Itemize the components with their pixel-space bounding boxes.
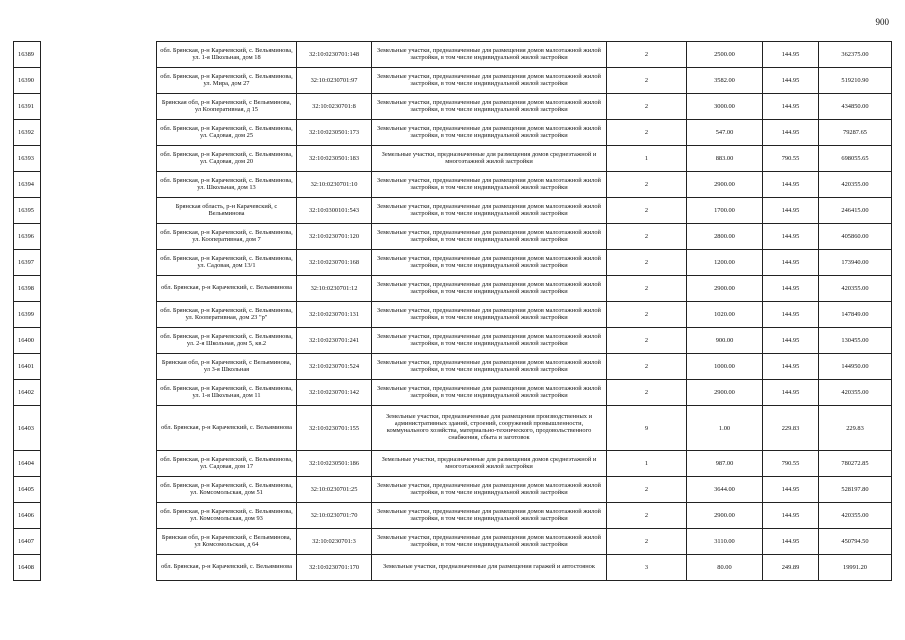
cell-spacer [41,120,157,146]
table-row [14,477,892,503]
cell-rate: 144.95 [763,198,819,224]
cell-cadastral-number: 32:10:0230701:97 [297,68,372,94]
cell-permitted-use: Земельные участки, предназначенные для размещения домов малоэтажной жилой застройки, в том числе индивидуальной жилой застройки [372,380,607,406]
cell-address: Брянская обл, р-н Карачевский, с Вельяминова, ул Комсомольская, д 64 [157,529,297,555]
cell-cadastral-value: 528197.80 [819,477,892,503]
cell-permitted-use: Земельные участки, предназначенные для размещения домов среднеэтажной и многоэтажной жилой застройки [372,146,607,172]
cell-cadastral-number: 32:10:0230701:8 [297,94,372,120]
cell-rate: 144.95 [763,529,819,555]
cell-cadastral-value: 420355.00 [819,380,892,406]
table-row [14,529,892,555]
cell-rate: 144.95 [763,250,819,276]
cell-spacer [41,172,157,198]
table-row [14,94,892,120]
cell-area: 3582.00 [687,68,763,94]
cell-address: обл. Брянская, р-н Карачевский, с. Вельяминова [157,406,297,451]
cell-cadastral-value: 229.83 [819,406,892,451]
cell-area: 3110.00 [687,529,763,555]
cell-address: обл. Брянская, р-н Карачевский, с. Вельяминова, ул. Комсомольская, дом 51 [157,477,297,503]
cell-spacer [41,276,157,302]
cell-record-number: 16397 [14,250,41,276]
cell-rate: 144.95 [763,224,819,250]
cell-rate: 144.95 [763,380,819,406]
cell-cadastral-value: 19991.20 [819,555,892,581]
cell-record-number: 16400 [14,328,41,354]
cell-address: Брянская область, р-н Карачевский, с Вельяминова [157,198,297,224]
cell-address: обл. Брянская, р-н Карачевский, с. Вельяминова, ул. 2-я Школьная, дом 5, кв.2 [157,328,297,354]
cell-record-number: 16394 [14,172,41,198]
cell-permitted-use: Земельные участки, предназначенные для размещения домов малоэтажной жилой застройки, в том числе индивидуальной жилой застройки [372,328,607,354]
cell-group: 2 [607,302,687,328]
cell-group: 2 [607,224,687,250]
cell-cadastral-number: 32:10:0230701:170 [297,555,372,581]
cell-cadastral-number: 32:10:0230701:148 [297,42,372,68]
cell-area: 900.00 [687,328,763,354]
cell-record-number: 16392 [14,120,41,146]
cell-address: обл. Брянская, р-н Карачевский, с. Вельяминова, ул. Садовая, дом 17 [157,451,297,477]
cell-permitted-use: Земельные участки, предназначенные для размещения домов малоэтажной жилой застройки, в том числе индивидуальной жилой застройки [372,477,607,503]
cell-cadastral-value: 434850.00 [819,94,892,120]
cell-record-number: 16408 [14,555,41,581]
cell-permitted-use: Земельные участки, предназначенные для размещения домов малоэтажной жилой застройки, в том числе индивидуальной жилой застройки [372,94,607,120]
cell-area: 1.00 [687,406,763,451]
cell-group: 2 [607,68,687,94]
cell-rate: 144.95 [763,42,819,68]
cell-rate: 144.95 [763,68,819,94]
cell-permitted-use: Земельные участки, предназначенные для размещения домов малоэтажной жилой застройки, в том числе индивидуальной жилой застройки [372,503,607,529]
cell-cadastral-value: 130455.00 [819,328,892,354]
cell-group: 1 [607,146,687,172]
cell-rate: 144.95 [763,276,819,302]
cell-address: обл. Брянская, р-н Карачевский, с. Вельяминова, ул. Садовая, дом 25 [157,120,297,146]
cell-address: Брянская обл, р-н Карачевский, с Вельяминова, ул 3-я Школьная [157,354,297,380]
cell-spacer [41,503,157,529]
cell-permitted-use: Земельные участки, предназначенные для размещения гаражей и автостоянок [372,555,607,581]
table-row [14,328,892,354]
cell-record-number: 16393 [14,146,41,172]
cell-cadastral-value: 144950.00 [819,354,892,380]
cell-record-number: 16390 [14,68,41,94]
cell-cadastral-value: 147849.00 [819,302,892,328]
cell-permitted-use: Земельные участки, предназначенные для размещения домов малоэтажной жилой застройки, в том числе индивидуальной жилой застройки [372,354,607,380]
cell-permitted-use: Земельные участки, предназначенные для размещения производственных и административных зданий, строений, сооружений промышленности, коммунального хозяйства, материально-технического, продовольственного снабжения, сбыта и заготовок [372,406,607,451]
cell-area: 2900.00 [687,276,763,302]
cell-cadastral-number: 32:10:0230701:524 [297,354,372,380]
cell-address: обл. Брянская, р-н Карачевский, с. Вельяминова, ул. 1-я Школьная, дом 11 [157,380,297,406]
cell-spacer [41,555,157,581]
cell-address: обл. Брянская, р-н Карачевский, с. Вельяминова [157,276,297,302]
table-row [14,555,892,581]
cell-spacer [41,42,157,68]
cell-group: 1 [607,451,687,477]
cell-cadastral-number: 32:10:0230701:120 [297,224,372,250]
cell-spacer [41,94,157,120]
cell-record-number: 16398 [14,276,41,302]
cell-cadastral-value: 173940.00 [819,250,892,276]
cell-rate: 144.95 [763,120,819,146]
cell-record-number: 16391 [14,94,41,120]
cell-cadastral-value: 420355.00 [819,276,892,302]
cell-area: 1200.00 [687,250,763,276]
cell-record-number: 16407 [14,529,41,555]
cell-rate: 790.55 [763,146,819,172]
table-row [14,354,892,380]
cell-rate: 144.95 [763,328,819,354]
cell-cadastral-number: 32:10:0230701:241 [297,328,372,354]
cell-area: 987.00 [687,451,763,477]
cell-spacer [41,451,157,477]
land-registry-table [13,41,892,581]
cell-spacer [41,328,157,354]
cell-spacer [41,529,157,555]
cell-cadastral-value: 780272.85 [819,451,892,477]
cell-area: 2800.00 [687,224,763,250]
cell-group: 2 [607,94,687,120]
cell-cadastral-value: 246415.00 [819,198,892,224]
cell-group: 2 [607,276,687,302]
cell-group: 9 [607,406,687,451]
cell-record-number: 16404 [14,451,41,477]
cell-cadastral-number: 32:10:0230501:186 [297,451,372,477]
table-row [14,172,892,198]
cell-rate: 144.95 [763,94,819,120]
cell-group: 3 [607,555,687,581]
cell-area: 2500.00 [687,42,763,68]
cell-rate: 249.89 [763,555,819,581]
table-body [14,42,892,581]
cell-permitted-use: Земельные участки, предназначенные для размещения домов малоэтажной жилой застройки, в том числе индивидуальной жилой застройки [372,68,607,94]
cell-permitted-use: Земельные участки, предназначенные для размещения домов малоэтажной жилой застройки, в том числе индивидуальной жилой застройки [372,42,607,68]
cell-address: обл. Брянская, р-н Карачевский, с. Вельяминова, ул. Кооперативная, дом 23 "р" [157,302,297,328]
cell-area: 2900.00 [687,380,763,406]
cell-area: 1700.00 [687,198,763,224]
cell-group: 2 [607,354,687,380]
cell-address: обл. Брянская, р-н Карачевский, с. Вельяминова, ул. Садовая, дом 13/1 [157,250,297,276]
cell-cadastral-number: 32:10:0230701:25 [297,477,372,503]
cell-record-number: 16395 [14,198,41,224]
cell-record-number: 16406 [14,503,41,529]
cell-spacer [41,477,157,503]
cell-group: 2 [607,120,687,146]
cell-rate: 144.95 [763,172,819,198]
cell-record-number: 16401 [14,354,41,380]
cell-group: 2 [607,529,687,555]
cell-record-number: 16399 [14,302,41,328]
cell-permitted-use: Земельные участки, предназначенные для размещения домов малоэтажной жилой застройки, в том числе индивидуальной жилой застройки [372,276,607,302]
cell-cadastral-value: 450794.50 [819,529,892,555]
cell-group: 2 [607,477,687,503]
cell-rate: 790.55 [763,451,819,477]
cell-cadastral-number: 32:10:0230701:10 [297,172,372,198]
cell-group: 2 [607,380,687,406]
cell-rate: 144.95 [763,503,819,529]
cell-area: 547.00 [687,120,763,146]
cell-group: 2 [607,42,687,68]
cell-permitted-use: Земельные участки, предназначенные для размещения домов малоэтажной жилой застройки, в том числе индивидуальной жилой застройки [372,224,607,250]
cell-address: обл. Брянская, р-н Карачевский, с. Вельяминова, ул. 1-я Школьная, дом 18 [157,42,297,68]
table-row [14,198,892,224]
table-row [14,250,892,276]
cell-cadastral-number: 32:10:0230701:142 [297,380,372,406]
cell-group: 2 [607,250,687,276]
cell-address: обл. Брянская, р-н Карачевский, с. Вельяминова, ул. Садовая, дом 20 [157,146,297,172]
cell-cadastral-value: 79287.65 [819,120,892,146]
cell-permitted-use: Земельные участки, предназначенные для размещения домов малоэтажной жилой застройки, в том числе индивидуальной жилой застройки [372,302,607,328]
table-row [14,451,892,477]
cell-cadastral-number: 32:10:0230701:155 [297,406,372,451]
cell-cadastral-number: 32:10:0300101:543 [297,198,372,224]
cell-spacer [41,380,157,406]
cell-spacer [41,250,157,276]
table-row [14,406,892,451]
cell-cadastral-number: 32:10:0230501:183 [297,146,372,172]
table-row [14,503,892,529]
cell-address: обл. Брянская, р-н Карачевский, с. Вельяминова, ул. Кооперативная, дом 7 [157,224,297,250]
cell-spacer [41,406,157,451]
cell-cadastral-number: 32:10:0230701:70 [297,503,372,529]
cell-cadastral-number: 32:10:0230701:168 [297,250,372,276]
cell-spacer [41,146,157,172]
cell-area: 3000.00 [687,94,763,120]
cell-group: 2 [607,172,687,198]
cell-area: 80.00 [687,555,763,581]
cell-rate: 144.95 [763,302,819,328]
cell-address: обл. Брянская, р-н Карачевский, с. Вельяминова [157,555,297,581]
cell-cadastral-value: 519210.90 [819,68,892,94]
table-row [14,224,892,250]
cell-record-number: 16396 [14,224,41,250]
cell-address: обл. Брянская, р-н Карачевский, с. Вельяминова, ул. Школьная, дом 13 [157,172,297,198]
cell-cadastral-number: 32:10:0230701:3 [297,529,372,555]
cell-permitted-use: Земельные участки, предназначенные для размещения домов малоэтажной жилой застройки, в том числе индивидуальной жилой застройки [372,120,607,146]
cell-permitted-use: Земельные участки, предназначенные для размещения домов малоэтажной жилой застройки, в том числе индивидуальной жилой застройки [372,529,607,555]
cell-permitted-use: Земельные участки, предназначенные для размещения домов малоэтажной жилой застройки, в том числе индивидуальной жилой застройки [372,198,607,224]
cell-spacer [41,302,157,328]
cell-address: обл. Брянская, р-н Карачевский, с. Вельяминова, ул. Комсомольская, дом 93 [157,503,297,529]
cell-rate: 144.95 [763,354,819,380]
cell-group: 2 [607,198,687,224]
cell-cadastral-number: 32:10:0230701:12 [297,276,372,302]
cell-cadastral-value: 420355.00 [819,172,892,198]
cell-area: 2900.00 [687,172,763,198]
cell-group: 2 [607,503,687,529]
cell-area: 3644.00 [687,477,763,503]
cell-permitted-use: Земельные участки, предназначенные для размещения домов малоэтажной жилой застройки, в том числе индивидуальной жилой застройки [372,250,607,276]
table-row [14,68,892,94]
cell-cadastral-value: 698055.65 [819,146,892,172]
cell-record-number: 16402 [14,380,41,406]
cell-cadastral-value: 405860.00 [819,224,892,250]
cell-area: 883.00 [687,146,763,172]
table-row [14,120,892,146]
cell-permitted-use: Земельные участки, предназначенные для размещения домов среднеэтажной и многоэтажной жилой застройки [372,451,607,477]
cell-spacer [41,224,157,250]
table-row [14,302,892,328]
cell-record-number: 16389 [14,42,41,68]
cell-cadastral-value: 420355.00 [819,503,892,529]
cell-group: 2 [607,328,687,354]
cell-address: Брянская обл, р-н Карачевский, с Вельяминова, ул Кооперативная, д 15 [157,94,297,120]
table-row [14,42,892,68]
page-number: 900 [875,17,889,27]
cell-area: 1020.00 [687,302,763,328]
cell-cadastral-value: 362375.00 [819,42,892,68]
cell-rate: 144.95 [763,477,819,503]
cell-cadastral-number: 32:10:0230501:173 [297,120,372,146]
table-row [14,276,892,302]
cell-spacer [41,354,157,380]
cell-rate: 229.83 [763,406,819,451]
cell-record-number: 16405 [14,477,41,503]
table-row [14,380,892,406]
cell-spacer [41,198,157,224]
cell-record-number: 16403 [14,406,41,451]
cell-area: 1000.00 [687,354,763,380]
cell-cadastral-number: 32:10:0230701:131 [297,302,372,328]
cell-area: 2900.00 [687,503,763,529]
cell-spacer [41,68,157,94]
cell-address: обл. Брянская, р-н Карачевский, с. Вельяминова, ул. Мира, дом 27 [157,68,297,94]
cell-permitted-use: Земельные участки, предназначенные для размещения домов малоэтажной жилой застройки, в том числе индивидуальной жилой застройки [372,172,607,198]
table-row [14,146,892,172]
